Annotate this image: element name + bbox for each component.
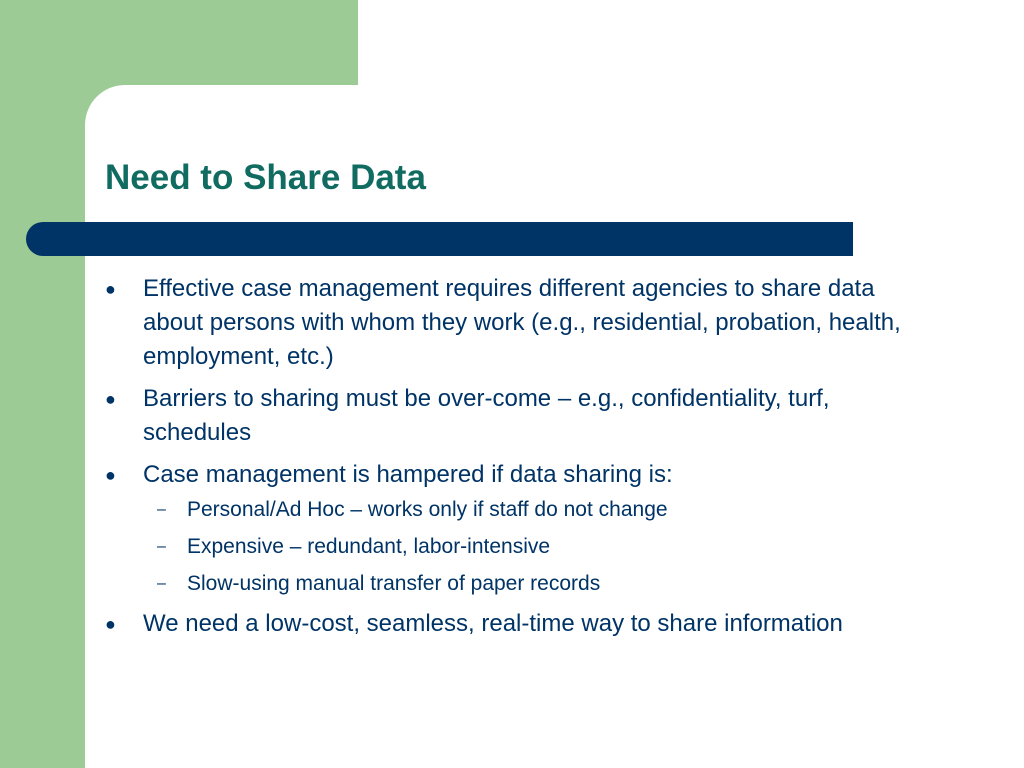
sub-bullet-dash-icon: – [157,538,166,555]
bullet-text: Case management is hampered if data sharing is: [143,461,673,488]
bullet-text: We need a low-cost, seamless, real-time way to share information [143,610,843,637]
slide-title: Need to Share Data [105,158,426,197]
bullet-dot-icon: ● [105,279,116,299]
sub-bullet-list [143,496,925,598]
decorative-title-bar [26,222,853,256]
bullet-text: Barriers to sharing must be over-come – e.g., confidentiality, turf, schedules [143,385,830,446]
bullet-item [105,607,925,641]
bullet-item [105,272,925,374]
sub-bullet-dash-icon: – [157,575,166,592]
decorative-green-strip-left [0,0,85,768]
sub-bullet-text: Personal/Ad Hoc – works only if staff do not change [187,498,668,521]
bullet-item [105,382,925,450]
sub-bullet-item [143,570,925,598]
bullet-dot-icon: ● [105,465,116,485]
sub-bullet-dash-icon: – [157,501,166,518]
bullet-dot-icon: ● [105,614,116,634]
bullet-text: Effective case management requires different agencies to share data about persons with whom they work (e.g., residential, probation, health, employment, etc.) [143,275,901,370]
bullet-dot-icon: ● [105,389,116,409]
sub-bullet-text: Expensive – redundant, labor-intensive [187,535,551,558]
sub-bullet-item [143,533,925,561]
sub-bullet-item [143,496,925,524]
bullet-item [105,458,925,598]
sub-bullet-text: Slow-using manual transfer of paper records [187,572,601,595]
bullet-list [105,272,925,649]
